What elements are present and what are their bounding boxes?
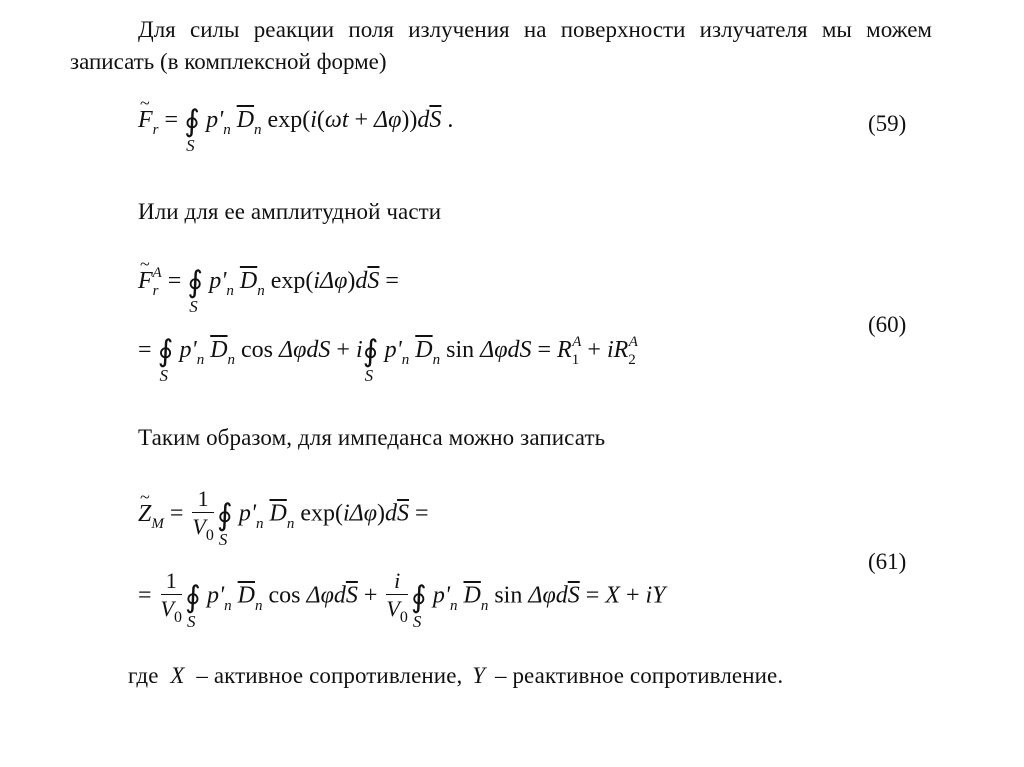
sin: sin (494, 582, 523, 609)
sup-A: A (152, 265, 162, 281)
contour-integral (157, 334, 174, 385)
sub-n: n (432, 352, 441, 368)
S: S (519, 337, 532, 363)
equation-59: ~ $F_r$ = ∮ S $p'_n$ $\overline{D}_n$ $\exp(i(\omega t + \Delta\varphi))d\overline{S}$ . (138, 104, 453, 139)
sub-n: n (254, 122, 262, 138)
oint-sign: ∮ (184, 105, 200, 138)
D-bar: $\overline{D}$ (236, 107, 255, 133)
S: S (318, 337, 331, 363)
intro-text: Для силы реакции поля излучения на поверхности излучателя мы можем записать (в комплексной форме) (70, 17, 932, 74)
d: d (555, 582, 568, 609)
conclusion-prefix: где (128, 663, 159, 688)
Y: Y (652, 582, 666, 609)
conclusion-suffix: – реактивное сопротивление. (495, 663, 784, 688)
delta-phi: Δφ (279, 337, 307, 363)
D-bar: $\overline{D}$ (239, 268, 258, 294)
equation-60-line-2 (138, 334, 638, 385)
V: V (160, 596, 174, 621)
period: . (447, 107, 454, 133)
symbol-F-tilde: ~ F (138, 107, 153, 134)
delta-phi: Δφ (480, 337, 508, 363)
contour-integral (411, 580, 427, 631)
Y: Y (472, 663, 486, 688)
cos: cos (268, 582, 301, 609)
sin: sin (446, 337, 475, 363)
equation-61-line-1: ~ $Z_M$ = $\frac{1}{V_0}$ ∮ S $p'_n$ $\overline{D}_n$ $\exp(i\Delta\varphi)d\overline{S}$ = (138, 486, 429, 544)
sub-n: n (480, 597, 489, 614)
sub-r: r (152, 283, 159, 299)
d: d (306, 337, 319, 363)
integral-limit: S (364, 366, 374, 385)
exp: exp (300, 500, 335, 527)
p-prime: p' (207, 582, 225, 609)
equals: = (585, 582, 600, 609)
sub-n: n (254, 597, 263, 614)
S-bar: $\overline{S}$ (345, 582, 358, 609)
delta-phi: Δφ (528, 582, 556, 609)
conclusion-mid: – активное сопротивление, (196, 663, 463, 688)
p-prime: p' (206, 107, 224, 133)
d: d (355, 268, 368, 294)
conclusion-paragraph (128, 663, 783, 689)
delta-phi: Δφ (374, 107, 402, 133)
X: X (605, 582, 620, 609)
sub-n: n (226, 283, 234, 299)
integral-limit: S (159, 366, 169, 385)
fraction-i-over-V0 (386, 568, 407, 626)
imag-i: i (343, 500, 350, 527)
equals: = (167, 268, 182, 294)
sub-n: n (256, 515, 264, 532)
sub-M: M (151, 515, 164, 532)
denominator (386, 595, 407, 626)
S-bar: $\overline{S}$ (367, 268, 380, 294)
sub-1: 1 (571, 352, 580, 368)
equals: = (138, 582, 152, 609)
oint-sign: ∮ (187, 266, 204, 299)
denominator (161, 595, 182, 626)
sub-0: 0 (399, 609, 408, 626)
d: d (333, 582, 346, 609)
equation-number-59: (59) (868, 111, 907, 136)
D-bar: $\overline{D}$ (237, 582, 255, 609)
p-prime: p' (384, 337, 402, 363)
plus: + (625, 582, 640, 609)
sub-n: n (257, 283, 265, 299)
R: R (557, 337, 572, 363)
oint-sign: ∮ (411, 580, 427, 614)
d: d (385, 500, 398, 527)
sub-n: n (450, 597, 458, 614)
fraction-1-over-V0 (161, 568, 182, 626)
sub-n: n (196, 352, 205, 368)
p-prime: p' (179, 337, 197, 363)
sub-2: 2 (628, 352, 636, 368)
oint-sign: ∮ (217, 498, 233, 532)
equation-61-line-2 (138, 568, 666, 631)
equation-number-61: (61) (868, 549, 907, 574)
equals: = (415, 500, 429, 527)
integral-limit: S (186, 136, 195, 155)
p-prime: p' (209, 268, 227, 294)
delta-phi: Δφ (306, 582, 334, 609)
contour-integral (185, 580, 201, 631)
equals: = (537, 337, 552, 363)
p-prime: p' (432, 582, 450, 609)
D-bar: $\overline{D}$ (463, 582, 481, 609)
sub-n: n (286, 515, 295, 532)
sup-A: A (628, 334, 638, 350)
S-bar: $\overline{S}$ (567, 582, 580, 609)
imag-i: i (313, 268, 321, 294)
symbol-Z-tilde: ~ Z (138, 501, 151, 528)
integral-limit: S (187, 611, 196, 631)
symbol-F-tilde: ~ F (138, 268, 153, 295)
equals: = (164, 107, 179, 133)
delta-phi: Δφ (349, 500, 378, 527)
oint-sign: ∮ (362, 335, 379, 368)
integral-limit: S (189, 297, 198, 316)
D-bar: $\overline{D}$ (415, 337, 433, 363)
numerator: 1 (161, 568, 182, 595)
D-bar: $\overline{D}$ (269, 500, 287, 527)
p-prime: p' (238, 500, 256, 527)
imag-i: i (310, 107, 317, 133)
sup-A: A (572, 334, 582, 350)
exp: exp (270, 268, 306, 294)
V: V (386, 596, 400, 621)
contour-integral (184, 104, 200, 155)
sub-n: n (224, 597, 232, 614)
numerator: 1 (192, 486, 213, 513)
imag-i: i (355, 337, 363, 363)
plus: + (336, 337, 350, 363)
fraction-1-over-V0 (192, 486, 213, 544)
sub-n: n (227, 352, 236, 368)
oint-sign: ∮ (185, 580, 201, 614)
S-bar: $\overline{S}$ (397, 500, 410, 527)
S-bar: $\overline{S}$ (429, 107, 442, 133)
delta-phi: Δφ (320, 268, 348, 294)
R: R (613, 337, 629, 363)
contour-integral (217, 498, 233, 549)
plus: + (587, 337, 601, 363)
equation-60-line-1: ~ $F_r^A$ = ∮ S $p'_n$ $\overline{D}_n$ $\exp(i\Delta\varphi)d\overline{S}$ = (138, 265, 399, 300)
omega-t: ωt (324, 107, 349, 133)
d: d (507, 337, 520, 363)
amplitude-paragraph: Или для ее амплитудной части (138, 199, 442, 224)
numerator: i (386, 568, 407, 595)
imag-i: i (606, 337, 614, 363)
equals: = (169, 500, 184, 527)
equals: = (138, 337, 152, 363)
sub-n: n (223, 122, 231, 138)
oint-sign: ∮ (157, 335, 174, 368)
V: V (192, 514, 206, 539)
equation-number-60: (60) (868, 312, 907, 337)
denominator (192, 513, 213, 544)
d: d (417, 107, 430, 133)
intro-paragraph (70, 14, 932, 78)
contour-integral (187, 265, 204, 316)
impedance-paragraph: Таким образом, для импеданса можно записать (138, 425, 606, 450)
exp: exp (267, 107, 303, 133)
D-bar: $\overline{D}$ (210, 337, 228, 363)
contour-integral (362, 334, 379, 385)
sub-n: n (401, 352, 410, 368)
sub-0: 0 (174, 609, 182, 626)
equals: = (385, 268, 399, 294)
plus: + (354, 107, 369, 133)
plus: + (363, 582, 378, 609)
X: X (170, 663, 185, 688)
imag-i: i (645, 582, 653, 609)
cos: cos (241, 337, 274, 363)
sub-r: r (152, 122, 159, 138)
sub-0: 0 (205, 527, 214, 544)
integral-limit: S (218, 529, 228, 549)
integral-limit: S (412, 611, 422, 631)
